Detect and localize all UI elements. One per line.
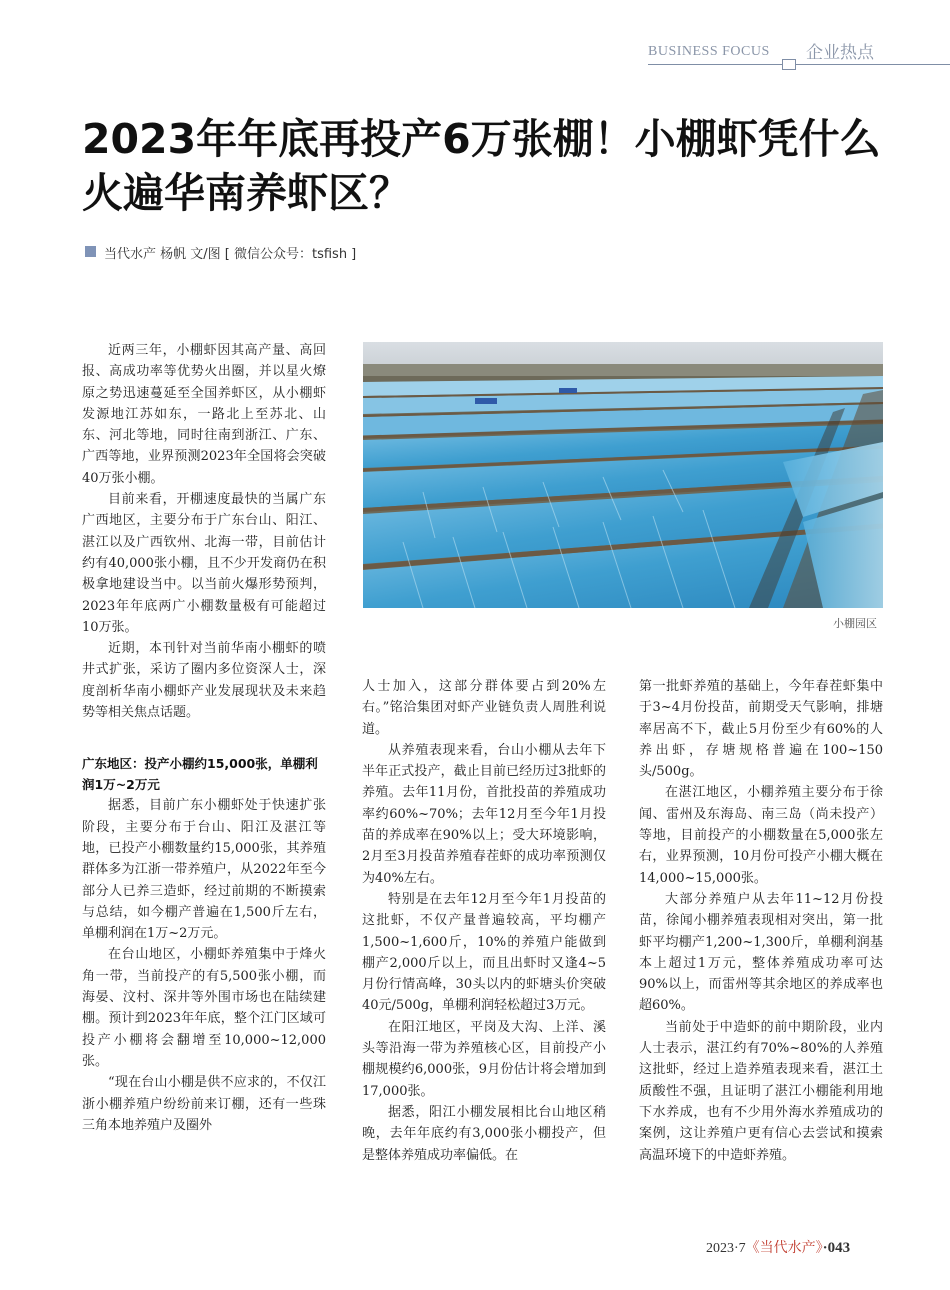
column-2 [362,676,606,1166]
section-label-cn: 企业热点 [806,43,874,63]
paragraph: 在阳江地区，平岗及大沟、上洋、溪头等沿海一带为养殖核心区，目前投产小棚规模约6,000张，9月份估计将会增加到17,000张。 [362,1019,606,1099]
header-rule [648,64,950,65]
paragraph: 在湛江地区，小棚养殖主要分布于徐闻、雷州及东海岛、南三岛（尚未投产）等地，目前投产的小棚数量在5,000张左右，业界预测，10月份可投产小棚大概在14,000~15,000张。 [639,785,883,886]
magazine-name: 《当代水产》 [745,1241,823,1256]
byline-square-icon [85,246,96,257]
column-1 [82,340,326,1136]
paragraph: 从养殖表现来看，台山小棚从去年下半年正式投产，截止目前已经历过3批虾的养殖。去年11月份，首批投苗的养殖成功率约60%~70%；去年12月至今年1月投苗的养成率在90%以上；受大环境影响，2月至3月投苗养殖春茬虾的成功率预测仅为40%左右。 [362,742,606,886]
paragraph: 据悉，阳江小棚发展相比台山地区稍晚，去年年底约有3,000张小棚投产，但是整体养殖成功率偏低。在 [362,1104,606,1163]
paragraph: “现在台山小棚是供不应求的，不仅江浙小棚养殖户纷纷前来订棚，还有一些珠三角本地养殖户及圈外 [82,1075,326,1133]
paragraph: 第一批虾养殖的基础上，今年春茬虾集中于3~4月份投苗，前期受天气影响，排塘率居高不下，截止5月份至少有60%的人养出虾，存塘规格普遍在100~150头/500g。 [639,679,883,780]
paragraph: 目前来看，开棚速度最快的当属广东广西地区，主要分布于广东台山、阳江、湛江以及广西钦州、北海一带，目前估计约有40,000张小棚，且不少开发商仍在积极拿地建设当中。以当前火爆形势预判，2023年年底两广小棚数量极有可能超过10万张。 [82,492,326,635]
paragraph: 当前处于中造虾的前中期阶段，业内人士表示，湛江约有70%~80%的人养殖这批虾，经过上造养殖表现来看，湛江土质酸性不强，且证明了湛江小棚能利用地下水养成，也有不少用外海水养殖成功的案例，这让养殖户更有信心去尝试和摸索高温环境下的中造虾养殖。 [639,1019,883,1163]
paragraph: 据悉，目前广东小棚虾处于快速扩张阶段，主要分布于台山、阳江及湛江等地，已投产小棚数量约15,000张，其养殖群体多为江浙一带养殖户，从2022年至今部分人已养三造虾，经过前期的不断摸索与总结，如今棚产普遍在1,500斤左右，单棚利润在1万~2万元。 [82,798,326,942]
greenhouse-photo [363,342,883,608]
header-rule-marker [782,59,796,70]
paragraph: 近期，本刊针对当前华南小棚虾的喷井式扩张，采访了圈内多位资深人士，深度剖析华南小棚虾产业发展现状及未来趋势等相关焦点话题。 [82,641,326,721]
issue-date: 2023·7 [706,1241,746,1256]
paragraph: 近两三年，小棚虾因其高产量、高回报、高成功率等优势火出圈，并以星火燎原之势迅速蔓延至全国养虾区，从小棚虾发源地江苏如东，一路北上至苏北、山东、河北等地，同时往南到浙江、广东、广西等地，业界预测2023年全国将会突破40万张小棚。 [82,343,326,486]
section-subheading: 广东地区：投产小棚约15,000张，单棚利润1万~2万元 [82,756,318,793]
page-footer [706,1237,850,1257]
paragraph: 人士加入，这部分群体要占到20%左右。”铭洽集团对虾产业链负责人周胜利说道。 [362,679,606,737]
article-title: 2023年年底再投产6万张棚！小棚虾凭什么火遍华南养虾区？ [82,115,881,217]
byline: 当代水产 杨帆 文/图 [ 微信公众号：tsfish ] [104,247,357,262]
paragraph: 大部分养殖户从去年11~12月份投苗，徐闻小棚养殖表现相对突出，第一批虾平均棚产1,200~1,300斤，单棚利润基本上超过1万元，整体养殖成功率可达90%以上，而雷州等其余地区的养成率也超60%。 [639,891,883,1014]
page-number: ·043 [822,1240,851,1256]
section-label-en: BUSINESS FOCUS [648,44,770,59]
photo-caption: 小棚园区 [833,617,877,630]
column-3 [639,676,883,1166]
paragraph: 特别是在去年12月至今年1月投苗的这批虾，不仅产量普遍较高，平均棚产1,500~1,600斤，10%的养殖户能做到棚产2,000斤以上，而且出虾时又逢4~5月份行情高峰，30头以内的虾塘头价突破40元/500g，单棚利润轻松超过3万元。 [362,891,606,1014]
paragraph: 在台山地区，小棚虾养殖集中于烽火角一带，当前投产的有5,500张小棚，而海晏、汶村、深井等外围市场也在陆续建棚。预计到2023年年底，整个江门区域可投产小棚将会翻增至10,000~12,000张。 [82,947,326,1069]
